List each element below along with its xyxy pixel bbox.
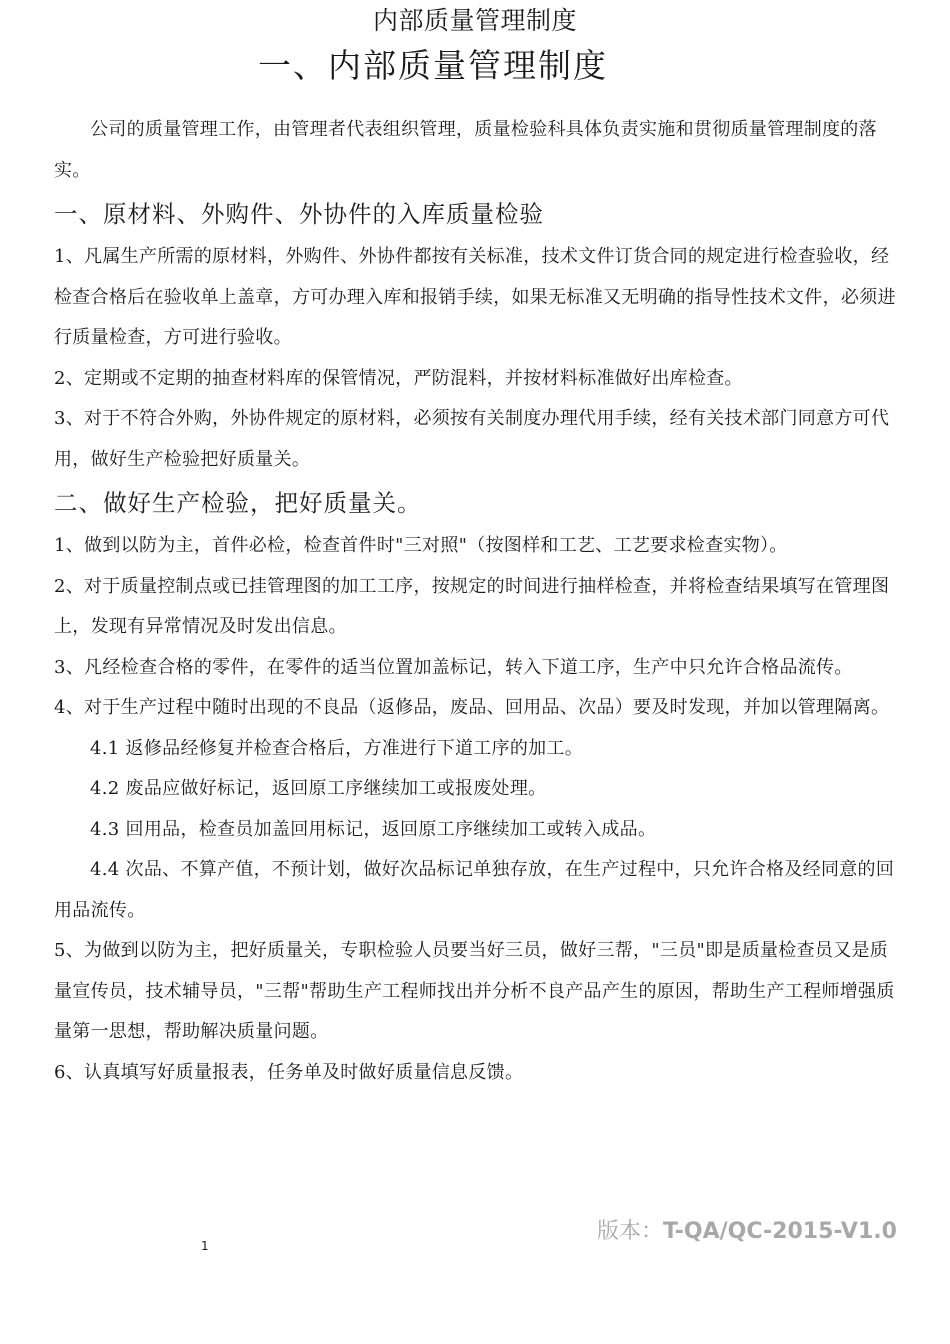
section-heading-materials: 一、原材料、外购件、外协件的入库质量检验 (54, 200, 544, 228)
materials-item-2: 2、定期或不定期的抽查材料库的保管情况，严防混料，并按材料标准做好出库检查。 (54, 367, 743, 389)
materials-item-3: 3、对于不符合外购，外协件规定的原材料，必须按有关制度办理代用手续，经有关技术部门同意方可代用，做好生产检验把好质量关。 (54, 408, 890, 470)
document-title: 内部质量管理制度 (372, 6, 577, 35)
document-heading: 一、内部质量管理制度 (258, 46, 608, 85)
production-item-4: 4、对于生产过程中随时出现的不良品（返修品，废品、回用品、次品）要及时发现，并加以管理隔离。 (54, 697, 890, 718)
version-code: T-QA/QC-2015-V1.0 (663, 1219, 897, 1244)
production-subitem-4-4: 4.4 次品、不算产值，不预计划，做好次品标记单独存放，在生产过程中，只允许合格及经同意的回用品流传。 (54, 859, 895, 921)
production-subitem-4-2: 4.2 废品应做好标记，返回原工序继续加工或报废处理。 (90, 778, 547, 799)
production-item-3: 3、凡经检查合格的零件，在零件的适当位置加盖标记，转入下道工序，生产中只允许合格品流传。 (54, 656, 853, 678)
materials-item-1: 1、凡属生产所需的原材料，外购件、外协件都按有关标准，技术文件订货合同的规定进行检查验收，经检查合格后在验收单上盖章，方可办理入库和报销手续，如果无标准又无明确的指导性技术文件，必须进行质量检查，方可进行验收。 (54, 246, 896, 348)
document-body (54, 110, 902, 1093)
production-item-2: 2、对于质量控制点或已挂管理图的加工工序，按规定的时间进行抽样检查，并将检查结果填写在管理图上，发现有异常情况及时发出信息。 (54, 575, 890, 637)
production-item-6: 6、认真填写好质量报表，任务单及时做好质量信息反馈。 (54, 1061, 524, 1083)
version-footer (597, 1216, 897, 1248)
production-subitem-4-3: 4.3 回用品，检查员加盖回用标记，返回原工序继续加工或转入成品。 (90, 818, 657, 840)
page-number: 1 (201, 1239, 209, 1253)
production-item-1: 1、做到以防为主，首件必检，检查首件时"三对照"（按图样和工艺、工艺要求检查实物）。 (54, 535, 788, 556)
section-heading-production: 二、做好生产检验，把好质量关。 (54, 489, 422, 517)
version-label: 版本： (597, 1219, 664, 1244)
production-item-5: 5、为做到以防为主，把好质量关，专职检验人员要当好三员，做好三帮，"三员"即是质量检查员又是质量宣传员，技术辅导员，"三帮"帮助生产工程师找出并分析不良产品产生的原因，帮助生产工程师增强质量第一思想，帮助解决质量问题。 (54, 940, 895, 1042)
production-subitem-4-1: 4.1 返修品经修复并检查合格后，方准进行下道工序的加工。 (90, 737, 584, 759)
intro-paragraph: 公司的质量管理工作，由管理者代表组织管理，质量检验科具体负责实施和贯彻质量管理制度的落实。 (54, 119, 877, 181)
